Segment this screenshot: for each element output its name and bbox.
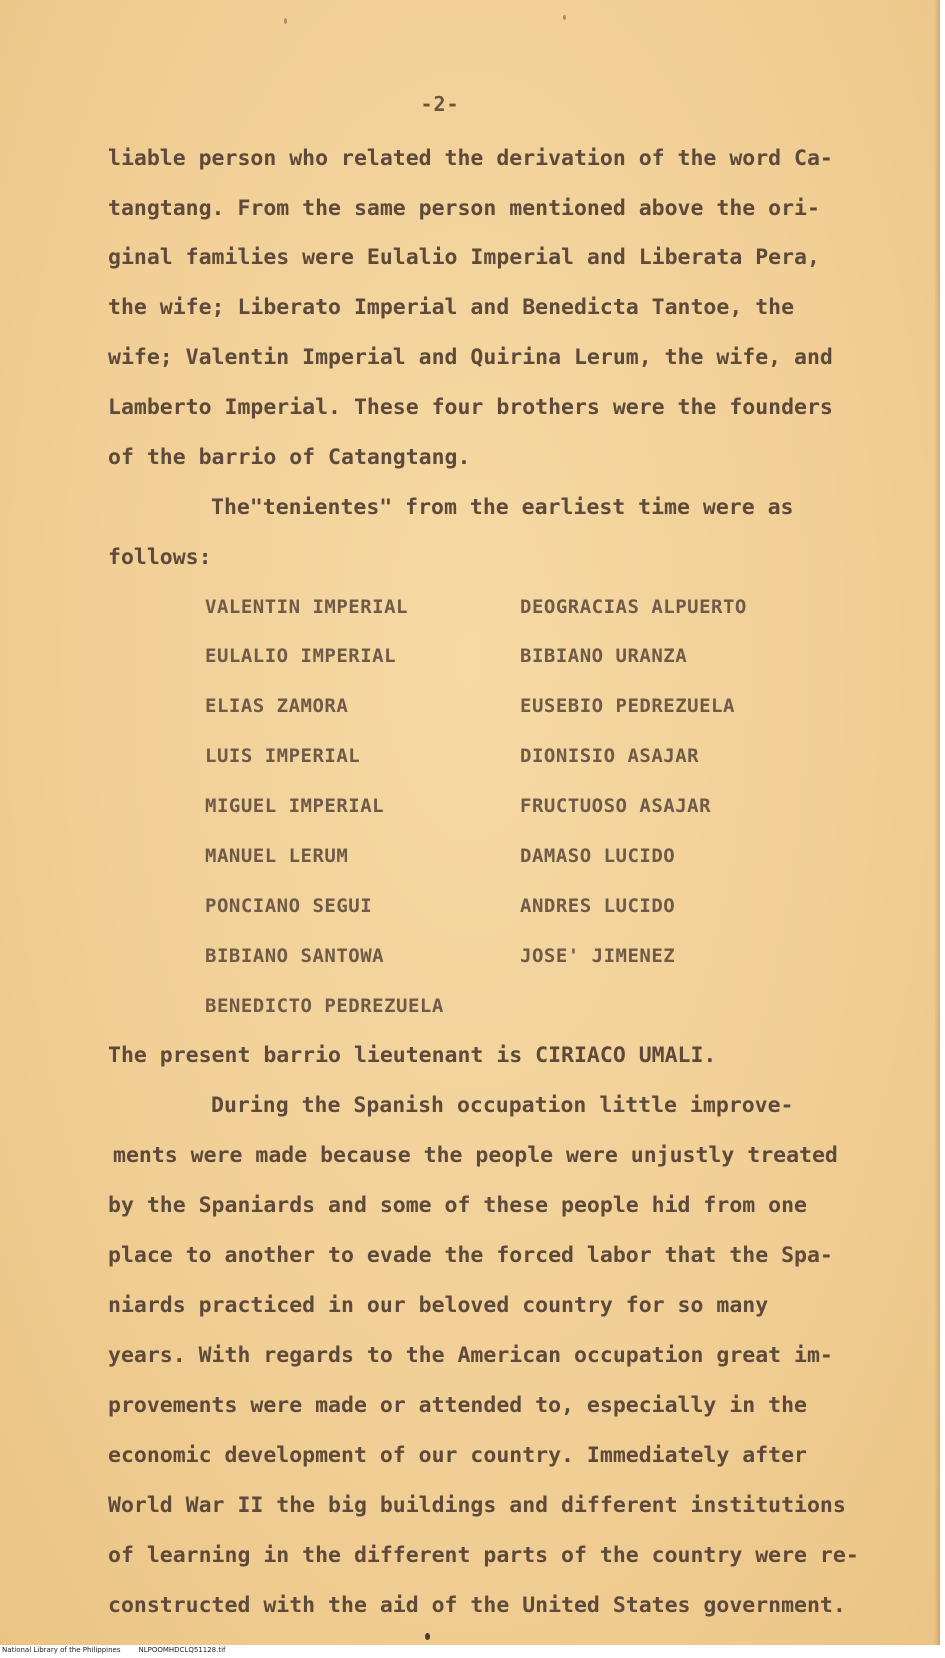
teniente-name: FRUCTUOSO ASAJAR bbox=[520, 795, 712, 817]
text-line: Lamberto Imperial. These four brothers were the founders bbox=[108, 395, 833, 420]
paper-speck bbox=[563, 15, 566, 20]
teniente-name: LUIS IMPERIAL bbox=[205, 745, 361, 767]
teniente-name: VALENTIN IMPERIAL bbox=[205, 596, 408, 618]
teniente-name: MIGUEL IMPERIAL bbox=[205, 795, 385, 817]
text-line: World War II the big buildings and different institutions bbox=[108, 1493, 846, 1518]
paper-speck bbox=[284, 18, 287, 24]
teniente-name: ANDRES LUCIDO bbox=[520, 895, 676, 917]
footer-library: National Library of the Philippines bbox=[2, 1646, 121, 1654]
text-line: the wife; Liberato Imperial and Benedicta Tantoe, the bbox=[108, 295, 795, 320]
page-edge-shadow bbox=[934, 0, 940, 1645]
paper-speck bbox=[425, 1633, 430, 1640]
text-line: tangtang. From the same person mentioned above the ori- bbox=[108, 196, 820, 221]
teniente-name: MANUEL LERUM bbox=[205, 845, 349, 867]
teniente-name: BIBIANO URANZA bbox=[520, 645, 688, 667]
text-line: During the Spanish occupation little improve- bbox=[211, 1093, 794, 1118]
teniente-name: PONCIANO SEGUI bbox=[205, 895, 373, 917]
text-line: wife; Valentin Imperial and Quirina Lerum, the wife, and bbox=[108, 345, 833, 370]
text-line: of learning in the different parts of the country were re- bbox=[108, 1543, 859, 1568]
text-line: follows: bbox=[108, 545, 212, 570]
present-lieutenant: The present barrio lieutenant is CIRIACO UMALI. bbox=[108, 1043, 717, 1068]
scan-footer bbox=[2, 1646, 244, 1658]
text-line: ginal families were Eulalio Imperial and Liberata Pera, bbox=[108, 245, 820, 270]
teniente-name: BENEDICTO PEDREZUELA bbox=[205, 995, 444, 1017]
text-line: economic development of our country. Immediately after bbox=[108, 1443, 807, 1468]
text-line: The"tenientes" from the earliest time were as bbox=[211, 495, 794, 520]
text-line: ments were made because the people were unjustly treated bbox=[113, 1143, 838, 1168]
teniente-name: DIONISIO ASAJAR bbox=[520, 745, 700, 767]
text-line: by the Spaniards and some of these people hid from one bbox=[108, 1193, 807, 1218]
text-line: of the barrio of Catangtang. bbox=[108, 445, 471, 470]
teniente-name: DAMASO LUCIDO bbox=[520, 845, 676, 867]
teniente-name: DEOGRACIAS ALPUERTO bbox=[520, 596, 747, 618]
text-line: constructed with the aid of the United States government. bbox=[108, 1593, 846, 1618]
text-line: years. With regards to the American occupation great im- bbox=[108, 1343, 833, 1368]
teniente-name: EUSEBIO PEDREZUELA bbox=[520, 695, 735, 717]
page-number: -2- bbox=[420, 92, 460, 116]
text-line: provements were made or attended to, especially in the bbox=[108, 1393, 807, 1418]
footer-file: NLPOOMHDCLQ51128.tif bbox=[138, 1646, 226, 1654]
text-line: niards practiced in our beloved country for so many bbox=[108, 1293, 769, 1318]
teniente-name: EULALIO IMPERIAL bbox=[205, 645, 397, 667]
text-line: place to another to evade the forced labor that the Spa- bbox=[108, 1243, 833, 1268]
teniente-name: ELIAS ZAMORA bbox=[205, 695, 349, 717]
text-line: liable person who related the derivation of the word Ca- bbox=[108, 146, 833, 171]
teniente-name: JOSE' JIMENEZ bbox=[520, 945, 676, 967]
teniente-name: BIBIANO SANTOWA bbox=[205, 945, 385, 967]
